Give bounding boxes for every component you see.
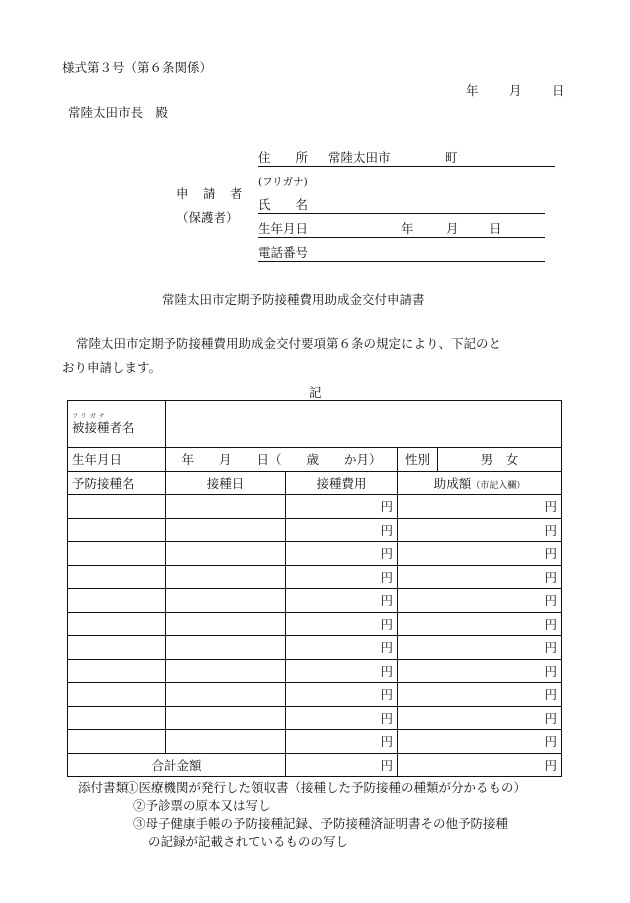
vaccination-cost-cell[interactable]	[286, 612, 398, 636]
subsidy-amount-cell[interactable]	[398, 565, 562, 589]
vaccination-table	[67, 400, 562, 777]
yen-label: 円	[544, 687, 558, 703]
table-row	[68, 706, 562, 730]
yen-label: 円	[380, 663, 393, 679]
table-row	[68, 636, 562, 660]
patient-name-row	[68, 401, 562, 448]
vaccine-name-cell[interactable]	[68, 589, 166, 613]
header-vaccination-date: 接種日	[166, 471, 286, 495]
subsidy-amount-cell[interactable]	[398, 542, 562, 566]
subsidy-amount-cell[interactable]	[398, 730, 562, 754]
vaccination-cost-cell[interactable]	[286, 518, 398, 542]
yen-label: 円	[380, 757, 393, 773]
yen-label: 円	[544, 616, 558, 632]
vaccination-cost-cell[interactable]	[286, 542, 398, 566]
yen-label: 円	[380, 593, 393, 609]
header-vaccination-cost: 接種費用	[286, 471, 398, 495]
addressee: 常陸太田市長 殿	[68, 105, 169, 120]
phone-label: 電話番号	[258, 245, 309, 260]
attachment-item-3-cont: の記録が記載されているものの写し	[148, 834, 349, 849]
patient-name-ruby: フリガナ	[72, 413, 108, 420]
document-title: 常陸太田市定期予防接種費用助成金交付申請書	[162, 292, 425, 307]
yen-label: 円	[380, 687, 393, 703]
subsidy-amount-cell[interactable]	[398, 589, 562, 613]
birth-day-label: 日	[489, 221, 502, 236]
attachment-item-2: ②予診票の原本又は写し	[133, 798, 271, 813]
vaccination-cost-cell[interactable]	[286, 683, 398, 707]
yen-label: 円	[380, 569, 393, 585]
vaccination-cost-cell[interactable]	[286, 589, 398, 613]
vaccination-date-cell[interactable]	[166, 706, 286, 730]
yen-label: 円	[544, 569, 558, 585]
vaccine-name-cell[interactable]	[68, 518, 166, 542]
yen-label: 円	[380, 640, 393, 656]
name-label: 氏 名	[258, 197, 309, 212]
vaccine-name-cell[interactable]	[68, 706, 166, 730]
form-number: 様式第３号（第６条関係）	[62, 60, 213, 75]
birthdate-label: 生年月日	[258, 221, 309, 236]
vaccine-name-cell[interactable]	[68, 659, 166, 683]
vaccination-date-cell[interactable]	[166, 612, 286, 636]
vaccination-cost-cell[interactable]	[286, 636, 398, 660]
address-town: 町	[445, 150, 458, 165]
yen-label: 円	[380, 546, 393, 562]
table-row	[68, 589, 562, 613]
table-row	[68, 565, 562, 589]
yen-label: 円	[544, 546, 558, 562]
yen-label: 円	[544, 640, 558, 656]
vaccination-cost-cell[interactable]	[286, 730, 398, 754]
patient-name-input[interactable]	[166, 401, 562, 448]
subsidy-amount-cell[interactable]	[398, 518, 562, 542]
table-row	[68, 518, 562, 542]
vaccination-date-cell[interactable]	[166, 589, 286, 613]
yen-label: 円	[544, 663, 558, 679]
subsidy-amount-cell[interactable]	[398, 636, 562, 660]
body-text-line1: 常陸太田市定期予防接種費用助成金交付要項第６条の規定により、下記のと	[76, 336, 502, 351]
header-note: （市記入欄）	[471, 480, 526, 491]
subsidy-amount-cell[interactable]	[398, 659, 562, 683]
table-row	[68, 612, 562, 636]
subsidy-amount-cell[interactable]	[398, 612, 562, 636]
vaccine-name-cell[interactable]	[68, 542, 166, 566]
total-subsidy-cell[interactable]	[398, 753, 562, 777]
vaccination-date-cell[interactable]	[166, 683, 286, 707]
vaccination-cost-cell[interactable]	[286, 495, 398, 519]
table-header-row	[68, 471, 562, 495]
patient-birth-input[interactable]: 年 月 日（ 歳 か月）	[166, 448, 398, 472]
name-field[interactable]	[258, 195, 545, 214]
vaccine-name-cell[interactable]	[68, 495, 166, 519]
guardian-label: （保護者）	[176, 210, 239, 225]
sex-label: 性別	[398, 448, 438, 472]
yen-label: 円	[380, 616, 393, 632]
yen-label: 円	[544, 499, 558, 515]
vaccine-name-cell[interactable]	[68, 683, 166, 707]
patient-name-label: 被接種者名	[72, 420, 135, 435]
total-row	[68, 753, 562, 777]
subsidy-amount-cell[interactable]	[398, 683, 562, 707]
yen-label: 円	[544, 734, 558, 750]
address-city: 常陸太田市	[328, 150, 391, 165]
address-field[interactable]	[258, 148, 555, 167]
patient-name-label-cell	[68, 401, 166, 448]
patient-birth-label: 生年月日	[68, 448, 166, 472]
subsidy-amount-cell[interactable]	[398, 495, 562, 519]
patient-birth-row	[68, 448, 562, 472]
vaccination-date-cell[interactable]	[166, 730, 286, 754]
yen-label: 円	[380, 734, 393, 750]
yen-label: 円	[544, 757, 558, 773]
phone-field[interactable]	[258, 243, 545, 262]
vaccination-date-cell[interactable]	[166, 495, 286, 519]
yen-label: 円	[380, 710, 393, 726]
table-row	[68, 495, 562, 519]
address-label: 住 所	[258, 150, 309, 165]
yen-label: 円	[544, 593, 558, 609]
vaccine-name-cell[interactable]	[68, 730, 166, 754]
table-row	[68, 683, 562, 707]
vaccination-cost-cell[interactable]	[286, 565, 398, 589]
vaccination-cost-cell[interactable]	[286, 659, 398, 683]
attachment-item-1: ①医療機関が発行した領収書（接種した予防接種の種類が分かるもの）	[126, 780, 527, 795]
ki-heading: 記	[309, 385, 322, 400]
header-vaccine-name: 予防接種名	[68, 471, 166, 495]
sex-options[interactable]: 男 女	[438, 448, 562, 472]
body-text-line2: おり申請します。	[62, 360, 162, 375]
birthdate-field[interactable]	[258, 219, 545, 238]
yen-label: 円	[544, 710, 558, 726]
date-month-label: 月	[509, 83, 522, 98]
vaccine-name-cell[interactable]	[68, 636, 166, 660]
table-row	[68, 542, 562, 566]
date-year-label: 年	[466, 83, 479, 98]
vaccine-name-cell[interactable]	[68, 565, 166, 589]
data-rows	[68, 495, 562, 754]
vaccination-cost-cell[interactable]	[286, 706, 398, 730]
applicant-label: 申 請 者	[176, 186, 244, 201]
birth-month-label: 月	[446, 221, 459, 236]
yen-label: 円	[380, 522, 393, 538]
vaccination-date-cell[interactable]	[166, 542, 286, 566]
total-label: 合計金額	[68, 753, 286, 777]
yen-label: 円	[380, 499, 393, 515]
date-day-label: 日	[552, 83, 565, 98]
attachment-item-3: ③母子健康手帳の予防接種記録、予防接種済証明書その他予防接種	[133, 816, 509, 831]
vaccination-date-cell[interactable]	[166, 659, 286, 683]
vaccination-date-cell[interactable]	[166, 518, 286, 542]
table-row	[68, 659, 562, 683]
furigana-label: (フリガナ)	[258, 176, 308, 188]
subsidy-amount-cell[interactable]	[398, 706, 562, 730]
vaccination-date-cell[interactable]	[166, 636, 286, 660]
vaccination-date-cell[interactable]	[166, 565, 286, 589]
header-subsidy-amount: 助成額（市記入欄）	[398, 471, 562, 495]
table-row	[68, 730, 562, 754]
total-cost-cell[interactable]	[286, 753, 398, 777]
yen-label: 円	[544, 522, 558, 538]
birth-year-label: 年	[401, 221, 414, 236]
attachments-label: 添付書類	[78, 780, 129, 795]
vaccine-name-cell[interactable]	[68, 612, 166, 636]
